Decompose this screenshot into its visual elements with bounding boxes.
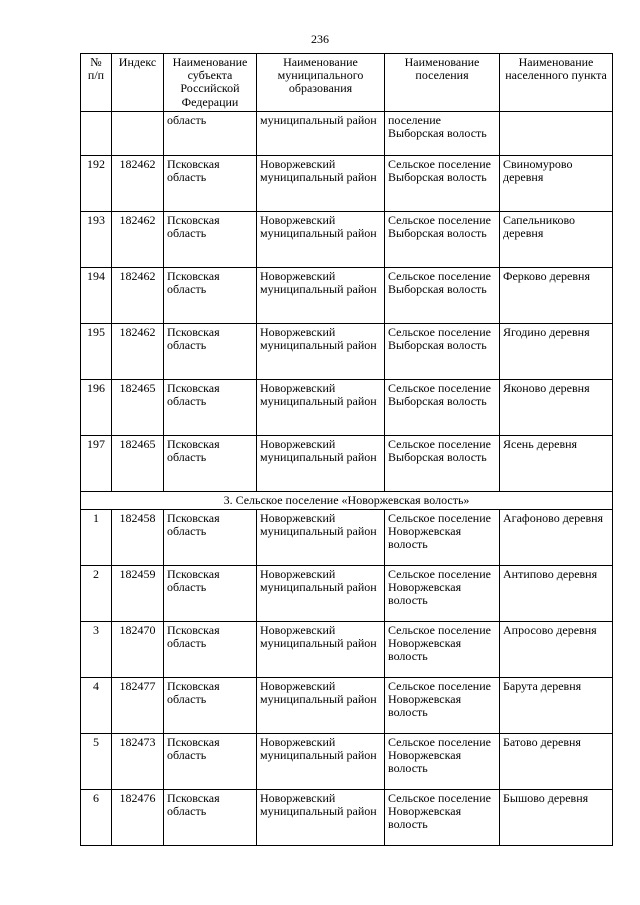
cell-number [81,111,112,155]
cell-number: 3 [81,622,112,678]
table-row [81,622,613,678]
cell-locality: Свиномурово деревня [500,155,613,211]
table-row [81,435,613,491]
cell-municipal: Новоржевский муниципальный район [257,622,385,678]
cell-settlement: Сельское поселение Новоржевская волость [385,790,500,846]
cell-subject: область [164,111,257,155]
cell-subject: Псковская область [164,790,257,846]
cell-municipal: Новоржевский муниципальный район [257,790,385,846]
cell-index: 182462 [112,323,164,379]
cell-subject: Псковская область [164,566,257,622]
cell-settlement: Сельское поселение Выборская волость [385,267,500,323]
cell-index: 182462 [112,155,164,211]
table-row [81,155,613,211]
header-subject: Наименование субъекта Российской Федерации [164,54,257,112]
cell-index: 182459 [112,566,164,622]
table-body [81,111,613,845]
cell-subject: Псковская область [164,155,257,211]
cell-index: 182465 [112,435,164,491]
table-row [81,267,613,323]
cell-locality: Агафоново деревня [500,510,613,566]
cell-settlement: поселение Выборская волость [385,111,500,155]
cell-subject: Псковская область [164,678,257,734]
cell-index [112,111,164,155]
cell-settlement: Сельское поселение Выборская волость [385,211,500,267]
cell-number: 195 [81,323,112,379]
header-index: Индекс [112,54,164,112]
table-row [81,379,613,435]
cell-subject: Псковская область [164,267,257,323]
cell-subject: Псковская область [164,435,257,491]
cell-locality: Ясень деревня [500,435,613,491]
cell-settlement: Сельское поселение Выборская волость [385,435,500,491]
header-number: № п/п [81,54,112,112]
table-row [81,566,613,622]
table-row [81,734,613,790]
cell-municipal: Новоржевский муниципальный район [257,678,385,734]
cell-index: 182462 [112,267,164,323]
cell-settlement: Сельское поселение Выборская волость [385,155,500,211]
table-row [81,678,613,734]
cell-number: 2 [81,566,112,622]
cell-number: 6 [81,790,112,846]
cell-municipal: Новоржевский муниципальный район [257,323,385,379]
cell-subject: Псковская область [164,734,257,790]
cell-subject: Псковская область [164,510,257,566]
table-header-row [81,54,613,112]
table-row [81,323,613,379]
cell-index: 182470 [112,622,164,678]
cell-municipal: Новоржевский муниципальный район [257,435,385,491]
header-locality: Наименование населенного пункта [500,54,613,112]
cell-settlement: Сельское поселение Выборская волость [385,379,500,435]
cell-locality: Бышово деревня [500,790,613,846]
cell-number: 194 [81,267,112,323]
settlements-table [80,53,613,846]
cell-locality: Яконово деревня [500,379,613,435]
cell-index: 182477 [112,678,164,734]
cell-number: 5 [81,734,112,790]
cell-settlement: Сельское поселение Новоржевская волость [385,510,500,566]
cell-index: 182473 [112,734,164,790]
cell-locality: Ягодино деревня [500,323,613,379]
cell-locality [500,111,613,155]
cell-municipal: Новоржевский муниципальный район [257,379,385,435]
cell-municipal: Новоржевский муниципальный район [257,566,385,622]
table-row [81,111,613,155]
cell-number: 1 [81,510,112,566]
cell-locality: Барута деревня [500,678,613,734]
cell-number: 196 [81,379,112,435]
cell-number: 4 [81,678,112,734]
cell-index: 182458 [112,510,164,566]
cell-locality: Батово деревня [500,734,613,790]
cell-settlement: Сельское поселение Выборская волость [385,323,500,379]
cell-subject: Псковская область [164,622,257,678]
header-municipal: Наименование муниципального образования [257,54,385,112]
cell-municipal: Новоржевский муниципальный район [257,734,385,790]
cell-settlement: Сельское поселение Новоржевская волость [385,678,500,734]
cell-subject: Псковская область [164,323,257,379]
cell-municipal: Новоржевский муниципальный район [257,155,385,211]
table-row [81,211,613,267]
cell-municipal: муниципальный район [257,111,385,155]
cell-locality: Антипово деревня [500,566,613,622]
cell-settlement: Сельское поселение Новоржевская волость [385,566,500,622]
cell-subject: Псковская область [164,211,257,267]
cell-subject: Псковская область [164,379,257,435]
cell-settlement: Сельское поселение Новоржевская волость [385,622,500,678]
cell-municipal: Новоржевский муниципальный район [257,510,385,566]
cell-municipal: Новоржевский муниципальный район [257,267,385,323]
section-header-row [81,491,613,509]
cell-locality: Ферково деревня [500,267,613,323]
cell-locality: Апросово деревня [500,622,613,678]
header-settlement: Наименование поселения [385,54,500,112]
cell-index: 182462 [112,211,164,267]
cell-index: 182465 [112,379,164,435]
cell-number: 192 [81,155,112,211]
cell-number: 197 [81,435,112,491]
section-title: 3. Сельское поселение «Новоржевская волость» [81,491,613,509]
page-number: 236 [311,32,329,46]
cell-locality: Сапельниково деревня [500,211,613,267]
cell-number: 193 [81,211,112,267]
table-row [81,510,613,566]
cell-settlement: Сельское поселение Новоржевская волость [385,734,500,790]
cell-index: 182476 [112,790,164,846]
cell-municipal: Новоржевский муниципальный район [257,211,385,267]
table-row [81,790,613,846]
